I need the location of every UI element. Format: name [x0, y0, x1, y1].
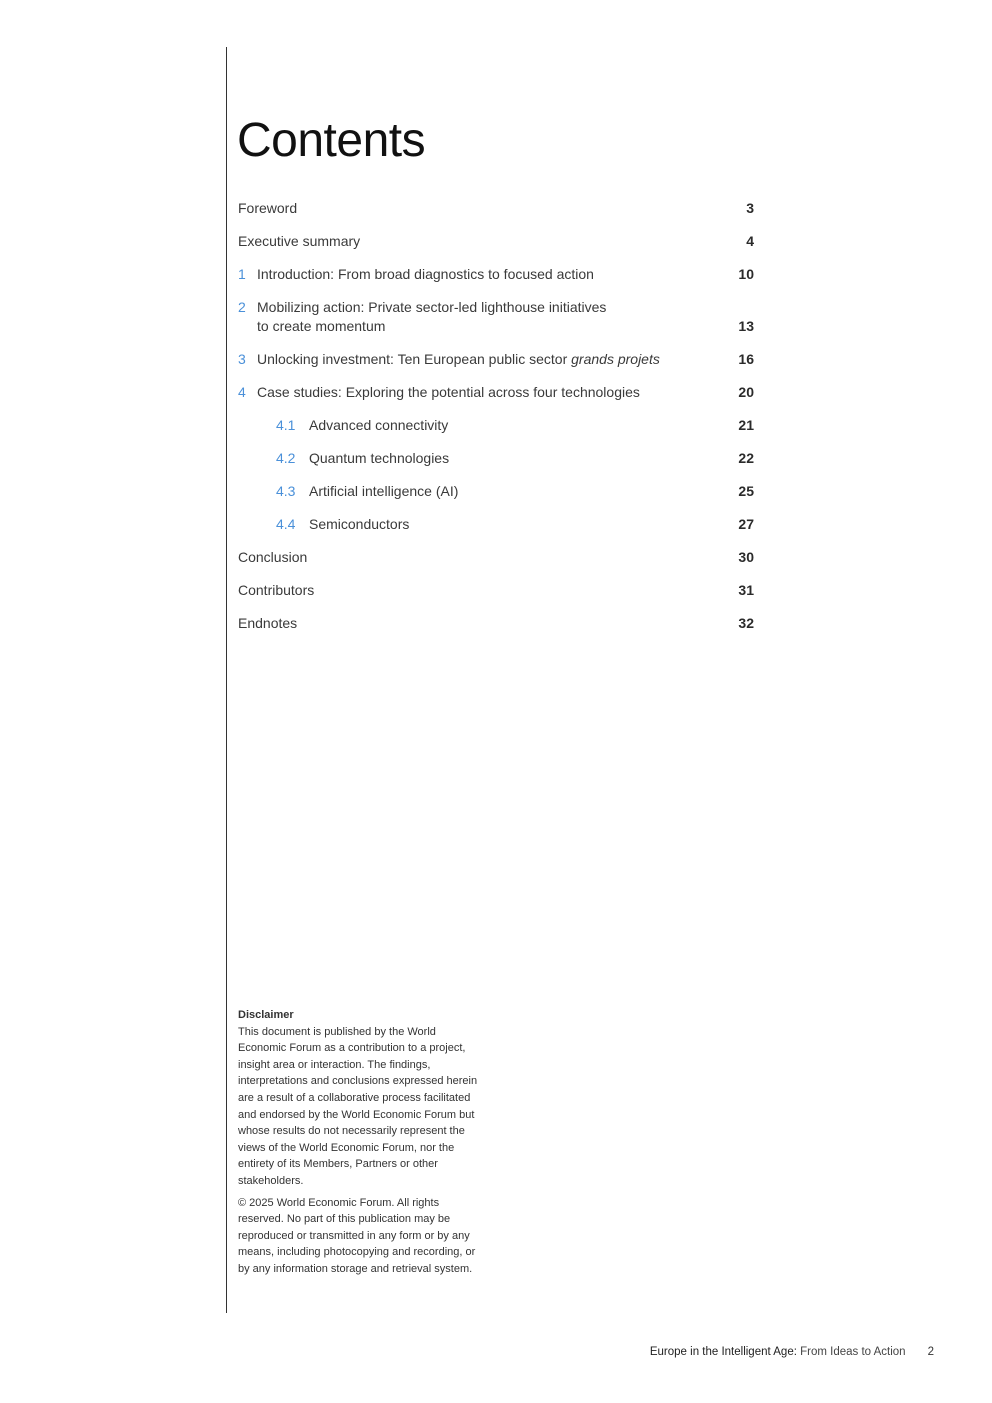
toc-item-label: Endnotes	[238, 615, 298, 631]
toc-item-chapter-2[interactable]	[238, 295, 754, 347]
toc-item-foreword[interactable]	[238, 196, 754, 229]
toc-item-label: Case studies: Exploring the potential across four technologies	[257, 384, 640, 400]
toc-item-label	[257, 298, 724, 336]
toc-item-label: Advanced connectivity	[309, 417, 449, 433]
disclaimer	[238, 1007, 478, 1278]
toc-item-section-4-1[interactable]	[238, 413, 754, 446]
toc-item-number: 2	[238, 299, 246, 315]
toc-item-number: 3	[238, 351, 246, 367]
toc-item-page: 22	[738, 450, 754, 466]
footer-title-sub: From Ideas to Action	[796, 1346, 906, 1358]
margin-rule	[226, 47, 227, 1313]
toc-item-section-4-3[interactable]	[238, 479, 754, 512]
toc-item-label: Semiconductors	[309, 516, 410, 532]
table-of-contents	[238, 196, 754, 644]
toc-item-number: 4.1	[276, 417, 296, 433]
toc-item-number: 4.4	[276, 516, 296, 532]
toc-item-chapter-1[interactable]	[238, 262, 754, 295]
toc-item-label: Introduction: From broad diagnostics to focused action	[257, 266, 594, 282]
toc-item-page: 4	[746, 233, 754, 249]
toc-item-label-line-1: Mobilizing action: Private sector-led lighthouse initiatives	[257, 299, 607, 315]
toc-item-page: 20	[738, 384, 754, 400]
toc-item-label-text: Unlocking investment: Ten European public sector	[257, 351, 572, 367]
copyright-notice: © 2025 World Economic Forum. All rights reserved. No part of this publication may be reproduced or transmitted in any form or by any means, including photocopying and recording, or by any information storage and retrieval system.	[238, 1196, 476, 1275]
toc-item-page: 3	[746, 200, 754, 216]
toc-item-number: 4.3	[276, 483, 296, 499]
toc-item-page: 32	[738, 615, 754, 631]
toc-item-label: Contributors	[238, 582, 315, 598]
disclaimer-body: This document is published by the World Economic Forum as a contribution to a project, insight area or interaction. The findings, interpretations and conclusions expressed herein are a result of a collaborative process facilitated and endorsed by the World Economic Forum but whose results do not necessarily represent the views of the World Economic Forum, nor the entirety of its Members, Partners or other stakeholders.	[238, 1025, 478, 1187]
toc-item-chapter-3[interactable]	[238, 347, 754, 380]
toc-item-number: 4.2	[276, 450, 296, 466]
toc-item-label: Conclusion	[238, 549, 308, 565]
toc-item-label: Executive summary	[238, 233, 361, 249]
page-footer	[650, 1346, 934, 1358]
toc-item-section-4-4[interactable]	[238, 512, 754, 545]
toc-item-chapter-4[interactable]	[238, 380, 754, 413]
toc-item-number: 1	[238, 266, 246, 282]
footer-page-number: 2	[927, 1346, 934, 1358]
toc-item-page: 21	[738, 417, 754, 433]
toc-item-number: 4	[238, 384, 246, 400]
page-title: Contents	[237, 114, 426, 167]
toc-item-page: 31	[738, 582, 754, 598]
footer-title-main: Europe in the Intelligent Age:	[649, 1346, 797, 1358]
toc-item-label-line-2: to create momentum	[257, 318, 386, 334]
toc-item-page: 27	[738, 516, 754, 532]
toc-item-page: 25	[738, 483, 754, 499]
toc-item-page: 10	[738, 266, 754, 282]
toc-item-executive-summary[interactable]	[238, 229, 754, 262]
toc-item-contributors[interactable]	[238, 578, 754, 611]
toc-item-section-4-2[interactable]	[238, 446, 754, 479]
toc-item-label	[257, 350, 724, 369]
toc-item-page: 16	[738, 351, 754, 367]
toc-item-endnotes[interactable]	[238, 611, 754, 644]
toc-item-label: Quantum technologies	[309, 450, 450, 466]
toc-item-label: Foreword	[238, 200, 298, 216]
toc-item-conclusion[interactable]	[238, 545, 754, 578]
toc-item-label: Artificial intelligence (AI)	[309, 483, 459, 499]
toc-item-page: 13	[738, 318, 754, 334]
disclaimer-title: Disclaimer	[238, 1009, 294, 1021]
toc-item-page: 30	[738, 549, 754, 565]
toc-item-label-italic: grands projets	[571, 351, 660, 367]
